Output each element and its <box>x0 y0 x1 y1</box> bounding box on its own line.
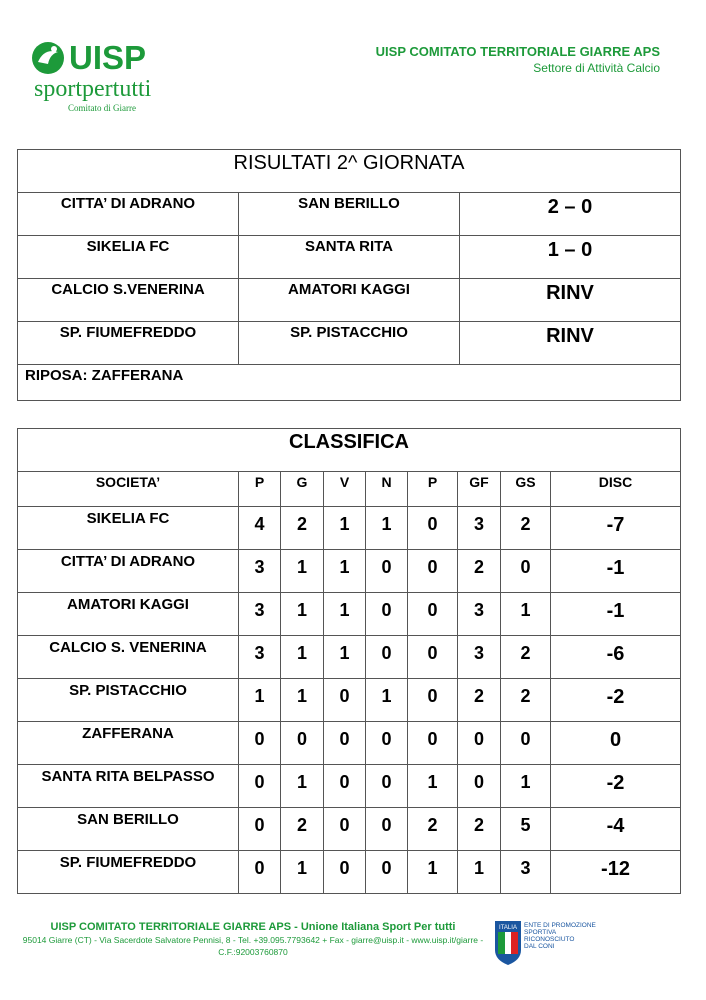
team-name: ZAFFERANA <box>18 722 239 765</box>
team-name: SAN BERILLO <box>18 808 239 851</box>
stat-cell: 3 <box>239 636 281 679</box>
home-team: CITTA’ DI ADRANO <box>18 193 239 236</box>
stat-cell: 1 <box>324 593 366 636</box>
stat-cell: 3 <box>239 550 281 593</box>
away-team: SP. PISTACCHIO <box>239 322 460 365</box>
standings-row <box>18 722 681 765</box>
stat-cell: 0 <box>408 593 458 636</box>
stat-cell: 0 <box>239 765 281 808</box>
stat-cell: 0 <box>366 851 408 894</box>
stat-cell: 0 <box>458 722 501 765</box>
stat-cell: -4 <box>551 808 681 851</box>
stat-cell: 1 <box>281 851 324 894</box>
italia-shield-icon <box>494 920 522 966</box>
away-team: AMATORI KAGGI <box>239 279 460 322</box>
stat-cell: 0 <box>324 679 366 722</box>
team-name: SP. FIUMEFREDDO <box>18 851 239 894</box>
column-header: G <box>281 472 324 507</box>
stat-cell: 0 <box>408 679 458 722</box>
stat-cell: -7 <box>551 507 681 550</box>
org-subtitle: Settore di Attività Calcio <box>533 61 660 75</box>
coni-badge-label: ITALIA <box>499 925 517 931</box>
stat-cell: 0 <box>458 765 501 808</box>
stat-cell: 1 <box>501 593 551 636</box>
stat-cell: 1 <box>324 507 366 550</box>
match-row <box>18 322 681 365</box>
match-score: RINV <box>460 279 681 322</box>
column-header: V <box>324 472 366 507</box>
standings-row <box>18 593 681 636</box>
stat-cell: 0 <box>366 722 408 765</box>
away-team: SANTA RITA <box>239 236 460 279</box>
column-header: P <box>239 472 281 507</box>
stat-cell: 2 <box>281 808 324 851</box>
stat-cell: 0 <box>366 636 408 679</box>
stat-cell: 2 <box>458 679 501 722</box>
match-score: 2 – 0 <box>460 193 681 236</box>
stat-cell: 0 <box>281 722 324 765</box>
stat-cell: 3 <box>239 593 281 636</box>
stat-cell: 1 <box>281 593 324 636</box>
stat-cell: 0 <box>324 765 366 808</box>
stat-cell: 2 <box>501 679 551 722</box>
home-team: CALCIO S.VENERINA <box>18 279 239 322</box>
stat-cell: 0 <box>239 722 281 765</box>
team-name: SANTA RITA BELPASSO <box>18 765 239 808</box>
stat-cell: 0 <box>324 808 366 851</box>
stat-cell: 0 <box>408 722 458 765</box>
standings-row <box>18 679 681 722</box>
stat-cell: 0 <box>366 808 408 851</box>
column-header: N <box>366 472 408 507</box>
footer-title: UISP COMITATO TERRITORIALE GIARRE APS - Unione Italiana Sport Per tutti <box>50 921 456 933</box>
stat-cell: -6 <box>551 636 681 679</box>
standings-row <box>18 851 681 894</box>
stat-cell: 1 <box>281 550 324 593</box>
stat-cell: -2 <box>551 765 681 808</box>
coni-text-line: DAL CONI <box>524 943 555 950</box>
column-header: SOCIETA’ <box>18 472 239 507</box>
stat-cell: 1 <box>501 765 551 808</box>
org-header <box>376 44 660 76</box>
team-name: SP. PISTACCHIO <box>18 679 239 722</box>
uisp-logo <box>30 40 180 125</box>
home-team: SIKELIA FC <box>18 236 239 279</box>
team-name: CITTA’ DI ADRANO <box>18 550 239 593</box>
coni-badge <box>494 920 624 970</box>
stat-cell: 1 <box>408 851 458 894</box>
match-score: 1 – 0 <box>460 236 681 279</box>
rest-team: RIPOSA: ZAFFERANA <box>18 365 681 401</box>
stat-cell: 2 <box>281 507 324 550</box>
team-name: AMATORI KAGGI <box>18 593 239 636</box>
stat-cell: 3 <box>458 593 501 636</box>
stat-cell: 1 <box>324 636 366 679</box>
match-row <box>18 279 681 322</box>
footer-address: 95014 Giarre (CT) - Via Sacerdote Salvatore Pennisi, 8 - Tel. +39.095.7793642 + Fax - giarre@uisp.it - www.uisp.it/giarre - <box>22 935 484 945</box>
stat-cell: 1 <box>324 550 366 593</box>
stat-cell: 3 <box>501 851 551 894</box>
stat-cell: 0 <box>408 636 458 679</box>
stat-cell: 0 <box>501 722 551 765</box>
logo-tagline: sportpertutti <box>34 76 152 102</box>
team-name: CALCIO S. VENERINA <box>18 636 239 679</box>
stat-cell: 0 <box>324 851 366 894</box>
coni-text <box>524 922 596 950</box>
column-header: P <box>408 472 458 507</box>
team-name: SIKELIA FC <box>18 507 239 550</box>
standings-row <box>18 808 681 851</box>
stat-cell: 1 <box>239 679 281 722</box>
stat-cell: -12 <box>551 851 681 894</box>
stat-cell: 0 <box>501 550 551 593</box>
stat-cell: 2 <box>458 550 501 593</box>
stat-cell: 2 <box>408 808 458 851</box>
stat-cell: 1 <box>408 765 458 808</box>
stat-cell: 0 <box>551 722 681 765</box>
home-team: SP. FIUMEFREDDO <box>18 322 239 365</box>
stat-cell: 1 <box>281 636 324 679</box>
coni-text-line: RICONOSCIUTO <box>524 936 575 943</box>
stat-cell: 1 <box>458 851 501 894</box>
stat-cell: 0 <box>408 507 458 550</box>
stat-cell: 5 <box>501 808 551 851</box>
stat-cell: 2 <box>501 507 551 550</box>
standings-title: CLASSIFICA <box>18 429 681 472</box>
stat-cell: 0 <box>366 765 408 808</box>
standings-row <box>18 550 681 593</box>
stat-cell: 2 <box>458 808 501 851</box>
footer <box>0 920 506 958</box>
stat-cell: 0 <box>239 808 281 851</box>
standings-row <box>18 636 681 679</box>
results-title: RISULTATI 2^ GIORNATA <box>18 150 681 193</box>
stat-cell: -1 <box>551 593 681 636</box>
standings-row <box>18 765 681 808</box>
stat-cell: 4 <box>239 507 281 550</box>
standings-header-row <box>18 472 681 507</box>
stat-cell: 0 <box>408 550 458 593</box>
stat-cell: 2 <box>501 636 551 679</box>
away-team: SAN BERILLO <box>239 193 460 236</box>
logo-wordmark: UISP <box>69 39 147 76</box>
stat-cell: 0 <box>324 722 366 765</box>
stat-cell: -2 <box>551 679 681 722</box>
logo-committee: Comitato di Giarre <box>68 103 136 113</box>
coni-text-line: ENTE DI PROMOZIONE <box>524 922 596 929</box>
match-score: RINV <box>460 322 681 365</box>
uisp-emblem-icon <box>30 40 66 76</box>
match-row <box>18 193 681 236</box>
stat-cell: 0 <box>239 851 281 894</box>
stat-cell: -1 <box>551 550 681 593</box>
match-row <box>18 236 681 279</box>
stat-cell: 3 <box>458 507 501 550</box>
stat-cell: 1 <box>281 679 324 722</box>
standings-table <box>17 428 681 894</box>
results-table <box>17 149 681 401</box>
org-title: UISP COMITATO TERRITORIALE GIARRE APS <box>375 44 660 59</box>
footer-tax-code: C.F.:92003760870 <box>218 947 288 957</box>
coni-text-line: SPORTIVA <box>524 929 557 936</box>
standings-row <box>18 507 681 550</box>
column-header: GF <box>458 472 501 507</box>
stat-cell: 1 <box>366 679 408 722</box>
stat-cell: 1 <box>366 507 408 550</box>
stat-cell: 3 <box>458 636 501 679</box>
stat-cell: 0 <box>366 593 408 636</box>
column-header: GS <box>501 472 551 507</box>
stat-cell: 0 <box>366 550 408 593</box>
stat-cell: 1 <box>281 765 324 808</box>
column-header: DISC <box>551 472 681 507</box>
